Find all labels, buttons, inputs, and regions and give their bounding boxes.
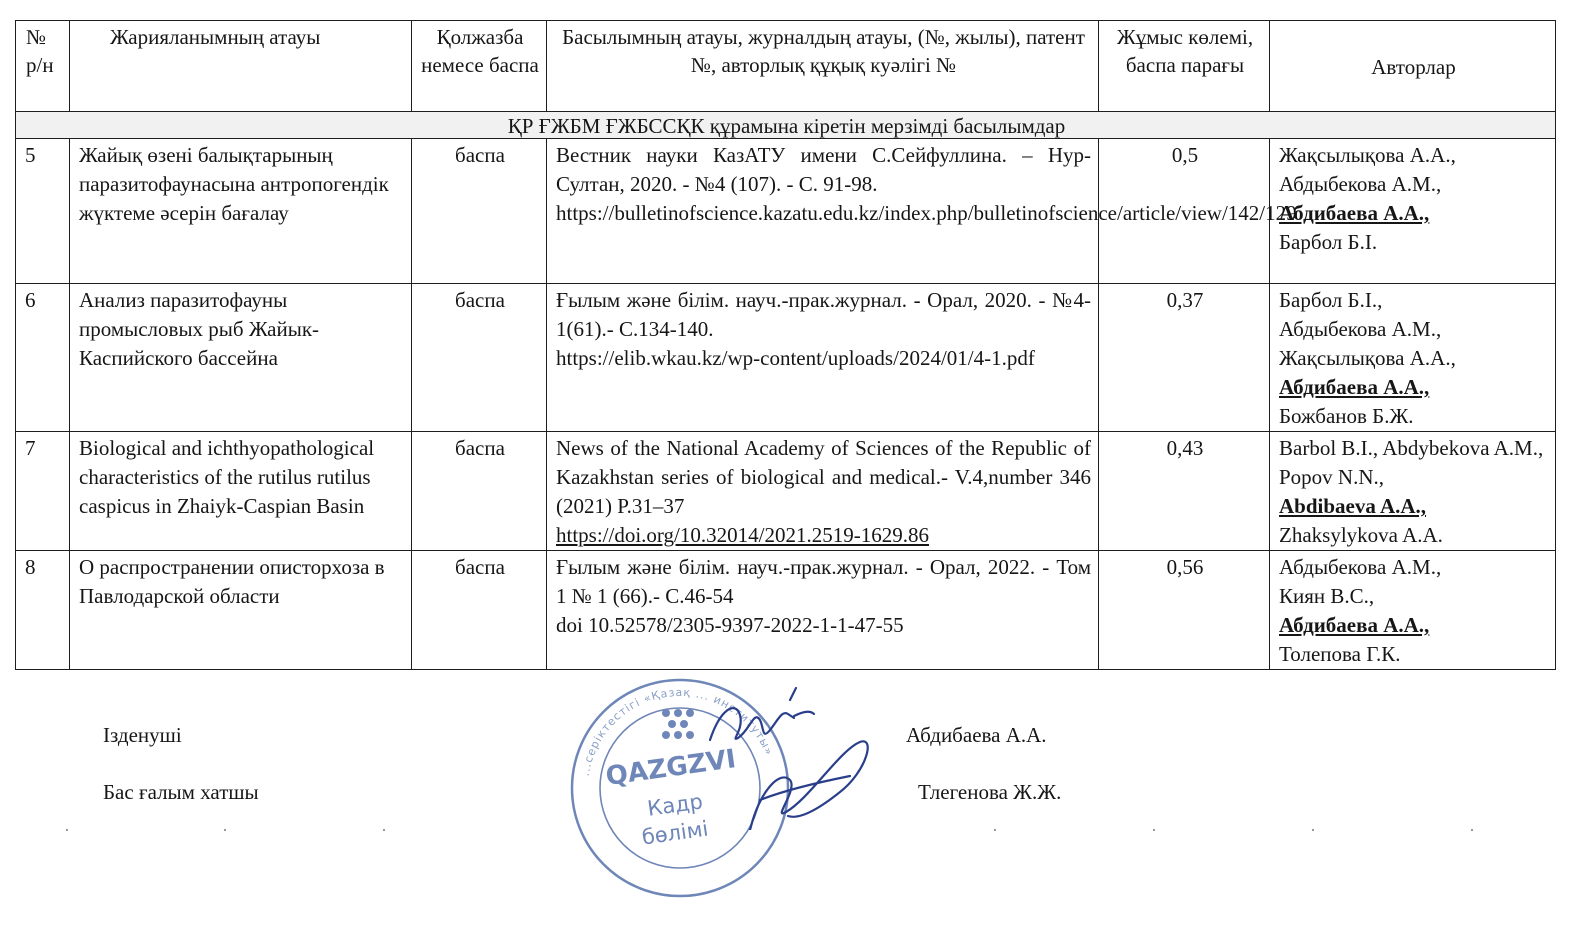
publication-line: https://bulletinofscience.kazatu.edu.kz/index.php/bulletinofscience/article/view/142/129 [556, 201, 1297, 225]
author-name: Абдыбекова А.М., [1279, 317, 1442, 341]
row-number: 8 [16, 551, 70, 670]
row-title: Biological and ichthyopathological characteristics of the rutilus rutilus caspicus in Zhaiyk-Caspian Basin [70, 432, 412, 551]
scan-dot [383, 829, 385, 831]
scan-dot [1471, 829, 1473, 831]
header-title: Жарияланымның атауы [70, 21, 412, 112]
publication-line: doi 10.52578/2305-9397-2022-1-1-47-55 [556, 613, 904, 637]
author-name: Абдыбекова А.М., [1279, 555, 1442, 579]
row-number: 5 [16, 139, 70, 284]
row-title: Анализ паразитофауны промысловых рыб Жайык-Каспийского бассейна [70, 284, 412, 432]
table-row [16, 551, 1556, 670]
stamp-dept-line2: бөлімі [640, 816, 710, 850]
stamp-ring-text: ...серіктестігі «Қазақ ... институты» [578, 685, 776, 777]
author-name: Жақсылықова А.А., [1279, 143, 1456, 167]
row-authors [1270, 284, 1556, 432]
publication-link[interactable]: https://doi.org/10.32014/2021.2519-1629.86 [556, 523, 929, 547]
secretary-label: Бас ғалым хатшы [103, 780, 259, 804]
row-authors [1270, 139, 1556, 284]
publication-line: Ғылым және білім. науч.-прак.журнал. - Орал, 2020. - №4-1(61).- С.134-140. [556, 288, 1091, 341]
header-type: Қолжазба немесе баспа [412, 21, 547, 112]
author-name: Абдыбекова А.М., [1279, 172, 1442, 196]
author-name: Божбанов Б.Ж. [1279, 404, 1414, 428]
row-publication [547, 284, 1099, 432]
author-highlighted: Абдибаева А.А., [1279, 613, 1430, 637]
publication-line: News of the National Academy of Sciences of the Republic of Kazakhstan series of biological and medical.- V.4,number 346 (2021) P.31–37 [556, 436, 1091, 518]
handwritten-signatures [690, 680, 890, 830]
row-number: 6 [16, 284, 70, 432]
row-volume: 0,5 [1099, 139, 1270, 284]
row-volume: 0,56 [1099, 551, 1270, 670]
author-name: Барбол Б.І., [1279, 288, 1383, 312]
author-name: Киян В.С., [1279, 584, 1375, 608]
author-name: Жақсылықова А.А., [1279, 346, 1456, 370]
row-type: баспа [412, 551, 547, 670]
table-row [16, 284, 1556, 432]
row-number: 7 [16, 432, 70, 551]
author-name: Барбол Б.І. [1279, 230, 1378, 254]
section-title: ҚР ҒЖБМ ҒЖБССҚК құрамына кіретін мерзімді басылымдар [16, 112, 1556, 139]
table-row [16, 432, 1556, 551]
applicant-label: Ізденуші [103, 723, 182, 747]
row-publication [547, 551, 1099, 670]
scan-dot [1153, 829, 1155, 831]
section-row [16, 112, 1556, 139]
applicant-signature [710, 708, 794, 740]
row-type: баспа [412, 139, 547, 284]
author-name: Zhaksylykova A.A. [1279, 523, 1443, 547]
row-volume: 0,43 [1099, 432, 1270, 551]
row-type: баспа [412, 432, 547, 551]
row-title: О распространении описторхоза в Павлодарской области [70, 551, 412, 670]
header-authors: Авторлар [1270, 21, 1556, 112]
publication-line: Вестник науки КазАТУ имени С.Сейфуллина. – Нур-Султан, 2020. - №4 (107). - С. 91-98. [556, 143, 1091, 196]
header-number: № р/н [16, 21, 70, 112]
header-row [16, 21, 1556, 112]
author-highlighted: Абдибаева А.А., [1279, 375, 1430, 399]
publication-line: https://elib.wkau.kz/wp-content/uploads/2024/01/4-1.pdf [556, 346, 1035, 370]
applicant-signature-tail [790, 688, 814, 716]
scan-dot [994, 829, 996, 831]
stamp-dept-line1: Кадр [645, 789, 705, 821]
scan-dot [1312, 829, 1314, 831]
row-type: баспа [412, 284, 547, 432]
scan-dot [66, 829, 68, 831]
header-publication: Басылымның атауы, журналдың атауы, (№, жылы), патент №, авторлық құқық куәлігі № [547, 21, 1099, 112]
author-name: Barbol B.I., Abdybekova A.M., Popov N.N., [1279, 436, 1544, 489]
publication-line: Ғылым және білім. науч.-прак.журнал. - Орал, 2022. - Том 1 № 1 (66).- С.46-54 [556, 555, 1091, 608]
row-authors [1270, 432, 1556, 551]
table-row [16, 139, 1556, 284]
publications-table [15, 20, 1556, 670]
secretary-signature [750, 741, 868, 830]
header-volume: Жұмыс көлемі, баспа парағы [1099, 21, 1270, 112]
author-name: Толепова Г.К. [1279, 642, 1401, 666]
applicant-name: Абдибаева А.А. [906, 723, 1047, 747]
author-highlighted: Абдибаева А.А., [1279, 201, 1430, 225]
row-title: Жайық өзені балықтарының паразитофаунасына антропогендік жүктеме әсерін бағалау [70, 139, 412, 284]
author-highlighted: Abdibaeva A.A., [1279, 494, 1427, 518]
secretary-name: Тлегенова Ж.Ж. [918, 780, 1062, 804]
row-publication [547, 432, 1099, 551]
row-authors [1270, 551, 1556, 670]
row-volume: 0,37 [1099, 284, 1270, 432]
stamp-logo-text: QAZGZVI [603, 744, 738, 793]
scan-dot [224, 829, 226, 831]
